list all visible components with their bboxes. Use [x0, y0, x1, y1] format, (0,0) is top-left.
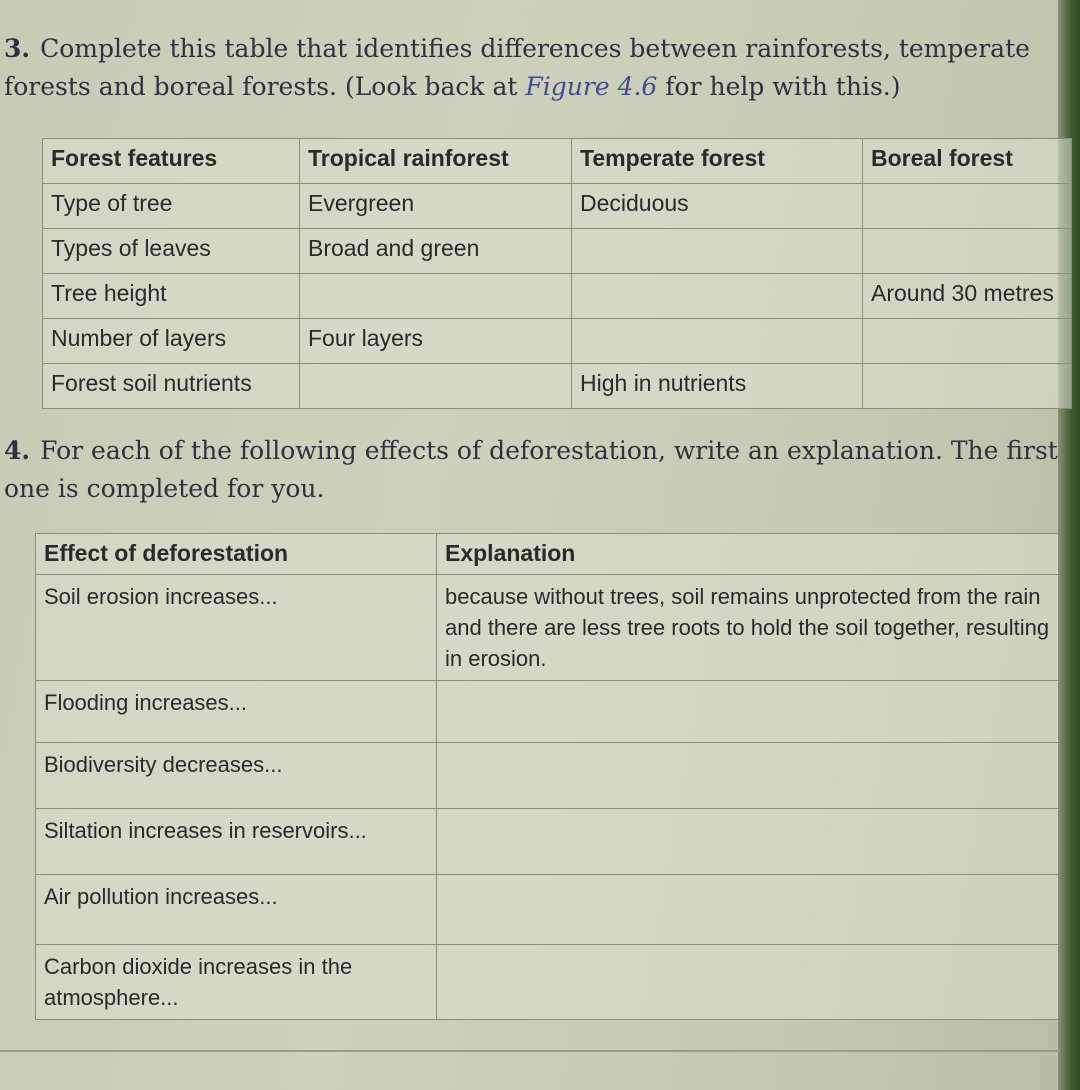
answer-cell[interactable] [300, 364, 572, 409]
answer-cell[interactable] [572, 319, 863, 364]
feature-cell: Types of leaves [43, 229, 300, 274]
explanation-cell[interactable] [437, 743, 1059, 809]
effect-cell: Air pollution increases... [36, 875, 437, 945]
figure-reference: Figure 4.6 [525, 72, 658, 101]
table-row [36, 875, 1059, 945]
question-4 [4, 432, 1064, 508]
answer-cell[interactable] [863, 364, 1072, 409]
question-3 [4, 30, 1064, 106]
explanation-cell[interactable]: because without trees, soil remains unprotected from the rain and there are less tree roots to hold the soil together, resulting in erosion. [437, 575, 1059, 681]
header-cell: Boreal forest [863, 139, 1072, 184]
answer-cell[interactable]: High in nutrients [572, 364, 863, 409]
answer-cell[interactable] [863, 229, 1072, 274]
effect-cell: Flooding increases... [36, 681, 437, 743]
forest-comparison-table [42, 138, 1072, 409]
explanation-cell[interactable] [437, 875, 1059, 945]
header-cell: Temperate forest [572, 139, 863, 184]
page-bottom-rule [0, 1050, 1060, 1052]
table-row [36, 945, 1059, 1020]
answer-cell[interactable] [863, 319, 1072, 364]
answer-cell[interactable]: Deciduous [572, 184, 863, 229]
table-row [43, 274, 1072, 319]
explanation-cell[interactable] [437, 681, 1059, 743]
explanation-cell[interactable] [437, 945, 1059, 1020]
table-row [36, 809, 1059, 875]
explanation-cell[interactable] [437, 809, 1059, 875]
feature-cell: Forest soil nutrients [43, 364, 300, 409]
effect-cell: Soil erosion increases... [36, 575, 437, 681]
feature-cell: Number of layers [43, 319, 300, 364]
question-text: Complete this table that identifies differences between rainforests, temperate forests and boreal forests. (Look back at [4, 34, 1030, 101]
header-cell: Effect of deforestation [36, 534, 437, 575]
table-row [43, 229, 1072, 274]
table-row [43, 364, 1072, 409]
header-cell: Forest features [43, 139, 300, 184]
question-number: 4. [4, 436, 31, 465]
table-row [36, 575, 1059, 681]
feature-cell: Type of tree [43, 184, 300, 229]
answer-cell[interactable]: Broad and green [300, 229, 572, 274]
question-number: 3. [4, 34, 31, 63]
table-header-row [43, 139, 1072, 184]
question-text-end: for help with this.) [657, 72, 901, 101]
answer-cell[interactable]: Evergreen [300, 184, 572, 229]
table-header-row [36, 534, 1059, 575]
answer-cell[interactable]: Around 30 metres [863, 274, 1072, 319]
answer-cell[interactable]: Four layers [300, 319, 572, 364]
table-row [36, 743, 1059, 809]
effect-cell: Siltation increases in reservoirs... [36, 809, 437, 875]
answer-cell[interactable] [572, 274, 863, 319]
effect-cell: Carbon dioxide increases in the atmosphere... [36, 945, 437, 1020]
answer-cell[interactable] [300, 274, 572, 319]
deforestation-effects-table [35, 533, 1059, 1020]
table-row [43, 319, 1072, 364]
header-cell: Tropical rainforest [300, 139, 572, 184]
table-row [36, 681, 1059, 743]
question-text: For each of the following effects of deforestation, write an explanation. The first one is completed for you. [4, 436, 1058, 503]
table-row [43, 184, 1072, 229]
feature-cell: Tree height [43, 274, 300, 319]
effect-cell: Biodiversity decreases... [36, 743, 437, 809]
answer-cell[interactable] [863, 184, 1072, 229]
answer-cell[interactable] [572, 229, 863, 274]
header-cell: Explanation [437, 534, 1059, 575]
